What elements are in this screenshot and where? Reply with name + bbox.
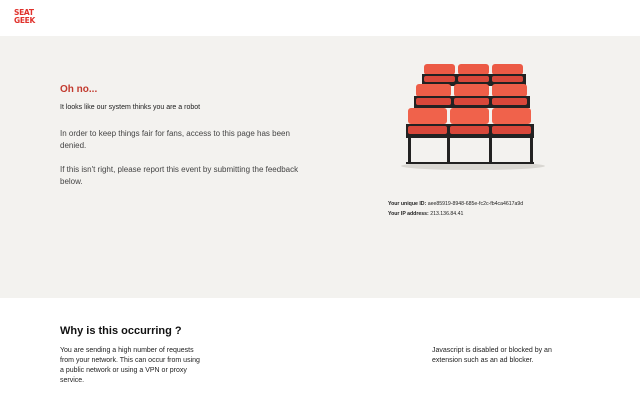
ip-address-value: 213.136.84.41 xyxy=(430,211,464,217)
ip-address-line xyxy=(388,209,523,219)
seatgeek-logo[interactable] xyxy=(14,9,35,24)
why-heading: Why is this occurring ? xyxy=(60,325,182,337)
request-identifiers xyxy=(388,199,523,219)
report-text: If this isn't right, please report this event by submitting the feedback below. xyxy=(60,165,299,186)
unique-id-value: aee85919-8948-685e-fc2c-fb4ca4617a9d xyxy=(427,201,524,207)
seat-row-front xyxy=(406,108,534,164)
stadium-seats-illustration xyxy=(398,62,548,172)
robot-notice: It looks like our system thinks you are a robot xyxy=(60,104,201,111)
seat-row-middle xyxy=(414,84,530,108)
unique-id-label: Your unique ID: xyxy=(388,201,427,207)
access-denied-text: In order to keep things fair for fans, access to this page has been denied. xyxy=(60,129,290,150)
logo-line-geek: GEEK xyxy=(14,15,36,25)
unique-id-line xyxy=(388,199,523,209)
ip-address-label: Your IP address: xyxy=(388,211,429,217)
logo-line-seat: SEAT xyxy=(14,8,34,17)
reason-high-requests: You are sending a high number of requests from your network. This can occur from using a public network or using a VPN or proxy service. xyxy=(60,347,200,384)
error-title: Oh no... xyxy=(60,84,98,95)
reason-javascript-disabled: Javascript is disabled or blocked by an extension such as an ad blocker. xyxy=(432,347,552,364)
page-header xyxy=(0,0,640,36)
seat-row-back xyxy=(422,64,526,86)
